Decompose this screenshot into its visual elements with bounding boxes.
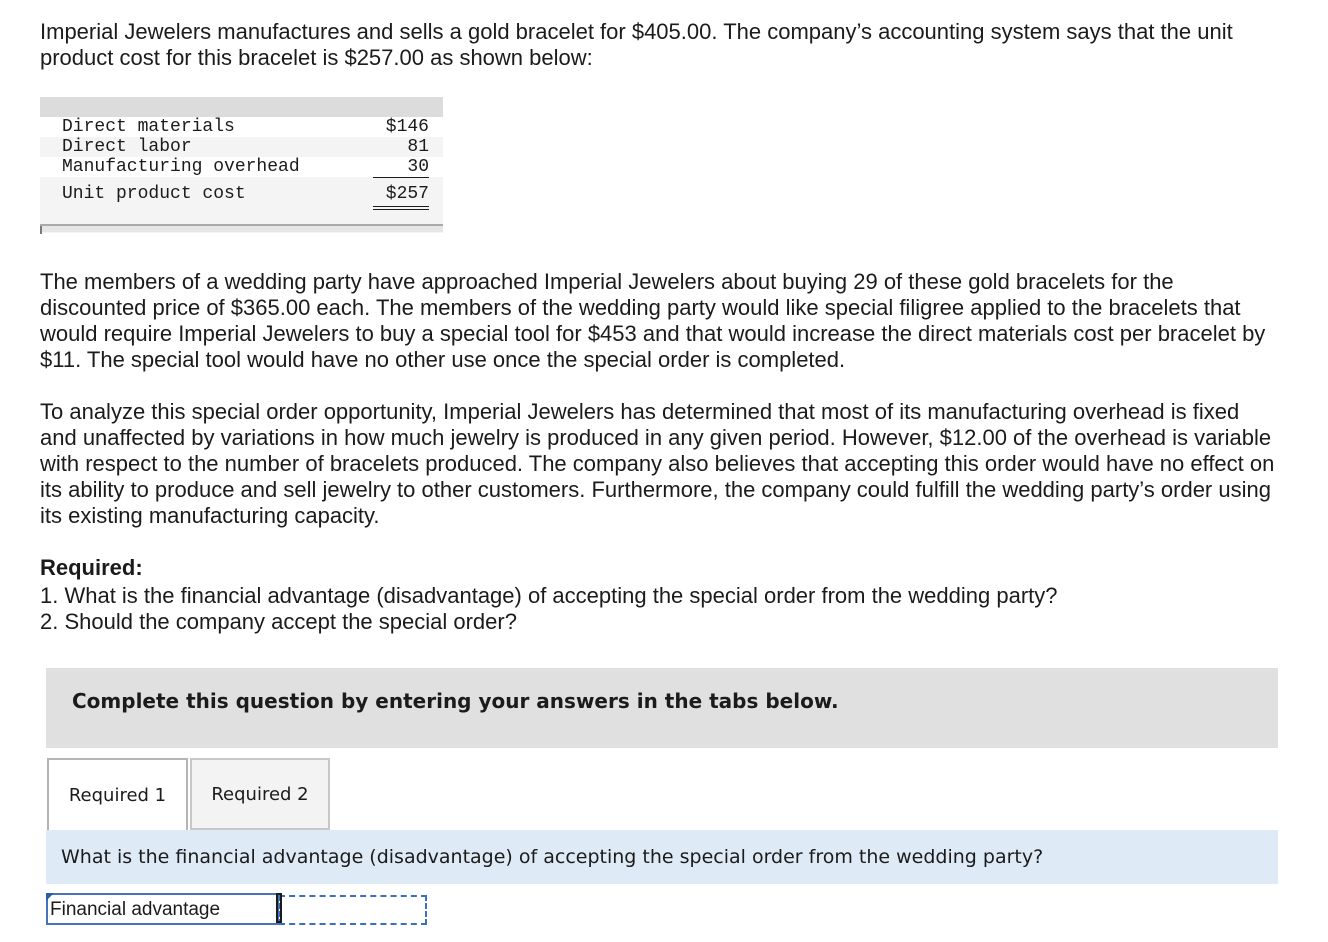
row-value: 30 (373, 157, 429, 178)
tab-required-2[interactable]: Required 2 (190, 758, 330, 830)
text-cursor-icon (276, 893, 282, 923)
table-header-bar (40, 97, 443, 117)
table-row (40, 117, 443, 137)
answer-label: Financial advantage (50, 899, 221, 920)
row-label: Direct labor (62, 137, 192, 157)
required-list (40, 583, 1058, 635)
tab-required-1[interactable]: Required 1 (47, 758, 188, 830)
answer-label-cell (46, 893, 279, 925)
analysis-paragraph: To analyze this special order opportunity, Imperial Jewelers has determined that most of its manufacturing overhead is fixed and unaffected by variations in how much jewelry is produced in any given period. However, $12.00 of the overhead is variable with respect to the number of bracelets produced. The company also believes that accepting this order would have no effect on its ability to produce and sell jewelry to other customers. Furthermore, the company could fulfill the wedding party’s order using its existing manufacturing capacity. (40, 399, 1275, 528)
row-value: 81 (407, 137, 429, 157)
total-label: Unit product cost (62, 184, 246, 204)
total-value: $257 (373, 184, 429, 210)
table-row (40, 157, 443, 177)
required-item: 2. Should the company accept the special order? (40, 609, 517, 634)
instruction-banner (46, 668, 1278, 748)
intro-paragraph: Imperial Jewelers manufactures and sells a gold bracelet for $405.00. The company’s accounting system says that the unit product cost for this bracelet is $257.00 as shown below: (40, 19, 1233, 70)
question-text: What is the financial advantage (disadvantage) of accepting the special order from the wedding party? (61, 846, 1044, 868)
unit-cost-table (40, 97, 443, 233)
question-strip (46, 830, 1278, 884)
table-row (40, 137, 443, 157)
required-heading: Required: (40, 555, 143, 580)
required-item: 1. What is the financial advantage (disadvantage) of accepting the special order from the wedding party? (40, 583, 1058, 608)
financial-advantage-input[interactable] (279, 895, 427, 925)
order-paragraph: The members of a wedding party have approached Imperial Jewelers about buying 29 of these gold bracelets for the discounted price of $365.00 each. The members of the wedding party would like special filigree applied to the bracelets that would require Imperial Jewelers to buy a special tool for $453 and that would increase the direct materials cost per bracelet by $11. The special tool would have no other use once the special order is completed. (40, 269, 1266, 372)
instruction-text: Complete this question by entering your answers in the tabs below. (72, 689, 839, 713)
row-label: Direct materials (62, 117, 235, 137)
table-total-row (40, 184, 443, 204)
row-label: Manufacturing overhead (62, 157, 300, 177)
table-bottom-rule (40, 224, 443, 232)
row-value: $146 (385, 117, 429, 137)
